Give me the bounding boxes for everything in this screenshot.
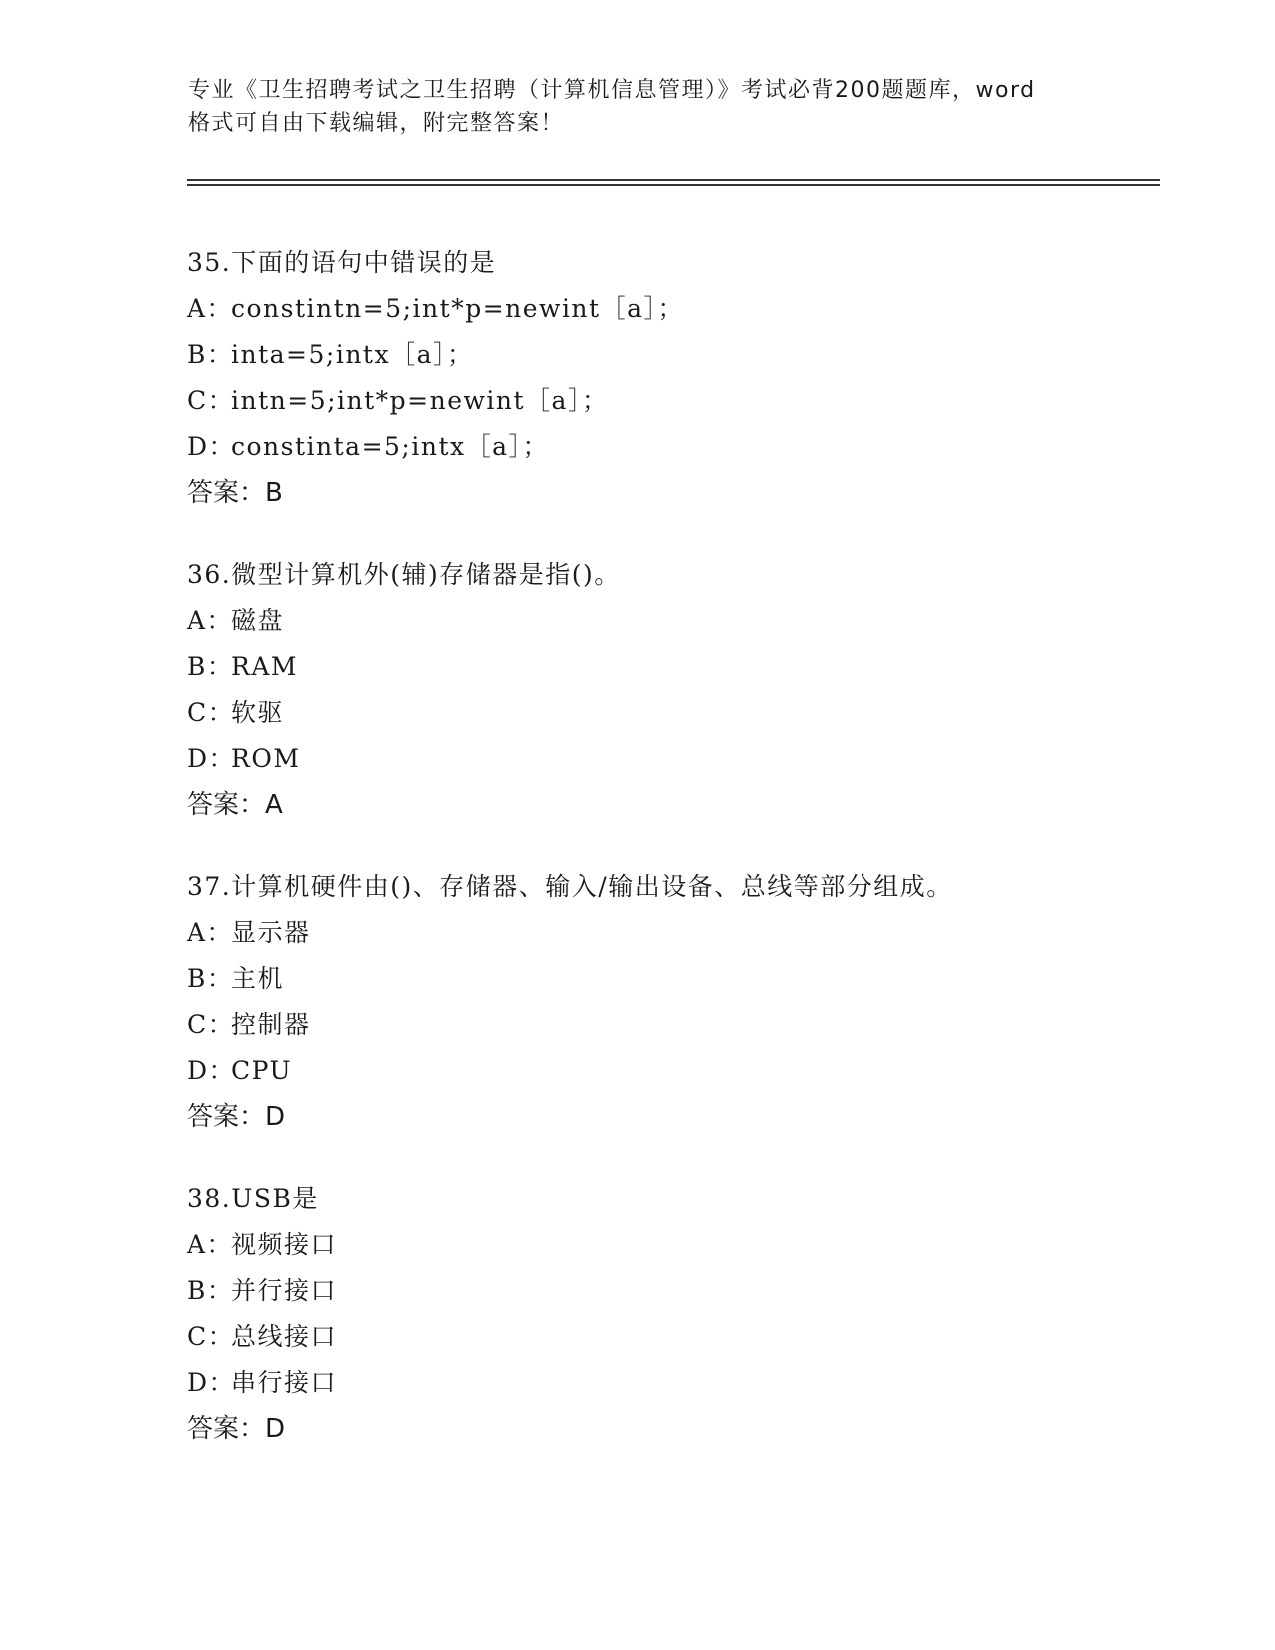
option-letter: D：	[187, 744, 236, 773]
option-c	[187, 1314, 1147, 1360]
option-d	[187, 1360, 1147, 1406]
option-text: 控制器	[231, 1010, 311, 1039]
question-stem: 36.微型计算机外(辅)存储器是指()。	[187, 560, 621, 589]
option-letter: A：	[187, 918, 234, 947]
option-text: 主机	[231, 964, 285, 993]
option-text: 总线接口	[231, 1322, 338, 1351]
answer-line: 答案：D	[187, 1102, 286, 1132]
option-letter: A：	[187, 606, 234, 635]
option-letter: D：	[187, 1056, 236, 1085]
option-text: ROM	[231, 744, 301, 773]
header-line-1: 专业《卫生招聘考试之卫生招聘（计算机信息管理）》考试必背200题题库，word	[188, 78, 1036, 103]
option-letter: D：	[187, 1368, 236, 1397]
option-letter: B：	[187, 1276, 234, 1305]
option-letter: C：	[187, 386, 235, 415]
option-text: CPU	[231, 1056, 293, 1085]
option-text: constinta=5;intx［a］；	[231, 432, 550, 461]
header-divider-top	[187, 179, 1160, 181]
option-letter: C：	[187, 698, 235, 727]
option-a	[187, 910, 1147, 956]
option-c	[187, 690, 1147, 736]
question-stem: 38.USB是	[187, 1184, 319, 1213]
question-list	[187, 240, 1147, 1488]
header-line-2: 格式可自由下载编辑，附完整答案！	[188, 111, 565, 136]
document-header	[188, 74, 1108, 140]
option-d	[187, 736, 1147, 782]
option-a	[187, 1222, 1147, 1268]
question-37	[187, 864, 1147, 1140]
option-text: constintn=5;int*p=newint［a］；	[231, 294, 684, 323]
option-text: 并行接口	[231, 1276, 338, 1305]
option-letter: C：	[187, 1322, 235, 1351]
option-a	[187, 286, 1147, 332]
question-35	[187, 240, 1147, 516]
option-b	[187, 956, 1147, 1002]
option-letter: D：	[187, 432, 236, 461]
option-c	[187, 378, 1147, 424]
option-text: 磁盘	[231, 606, 285, 635]
option-letter: B：	[187, 340, 234, 369]
option-text: 视频接口	[231, 1230, 338, 1259]
option-letter: B：	[187, 652, 234, 681]
option-text: 串行接口	[231, 1368, 338, 1397]
question-36	[187, 552, 1147, 828]
option-letter: B：	[187, 964, 234, 993]
question-stem: 35.下面的语句中错误的是	[187, 248, 497, 277]
option-b	[187, 644, 1147, 690]
option-c	[187, 1002, 1147, 1048]
option-text: 显示器	[231, 918, 311, 947]
option-b	[187, 1268, 1147, 1314]
answer-line: 答案：A	[187, 790, 283, 820]
answer-line: 答案：D	[187, 1414, 286, 1444]
option-text: inta=5;intx［a］；	[231, 340, 474, 369]
header-divider-bottom	[187, 184, 1160, 186]
question-stem: 37.计算机硬件由()、存储器、输入/输出设备、总线等部分组成。	[187, 872, 953, 901]
option-d	[187, 424, 1147, 470]
option-d	[187, 1048, 1147, 1094]
option-text: RAM	[231, 652, 298, 681]
option-a	[187, 598, 1147, 644]
option-letter: C：	[187, 1010, 235, 1039]
option-b	[187, 332, 1147, 378]
question-38	[187, 1176, 1147, 1452]
option-text: intn=5;int*p=newint［a］；	[231, 386, 609, 415]
option-text: 软驱	[231, 698, 285, 727]
answer-line: 答案：B	[187, 478, 283, 508]
option-letter: A：	[187, 1230, 234, 1259]
option-letter: A：	[187, 294, 234, 323]
